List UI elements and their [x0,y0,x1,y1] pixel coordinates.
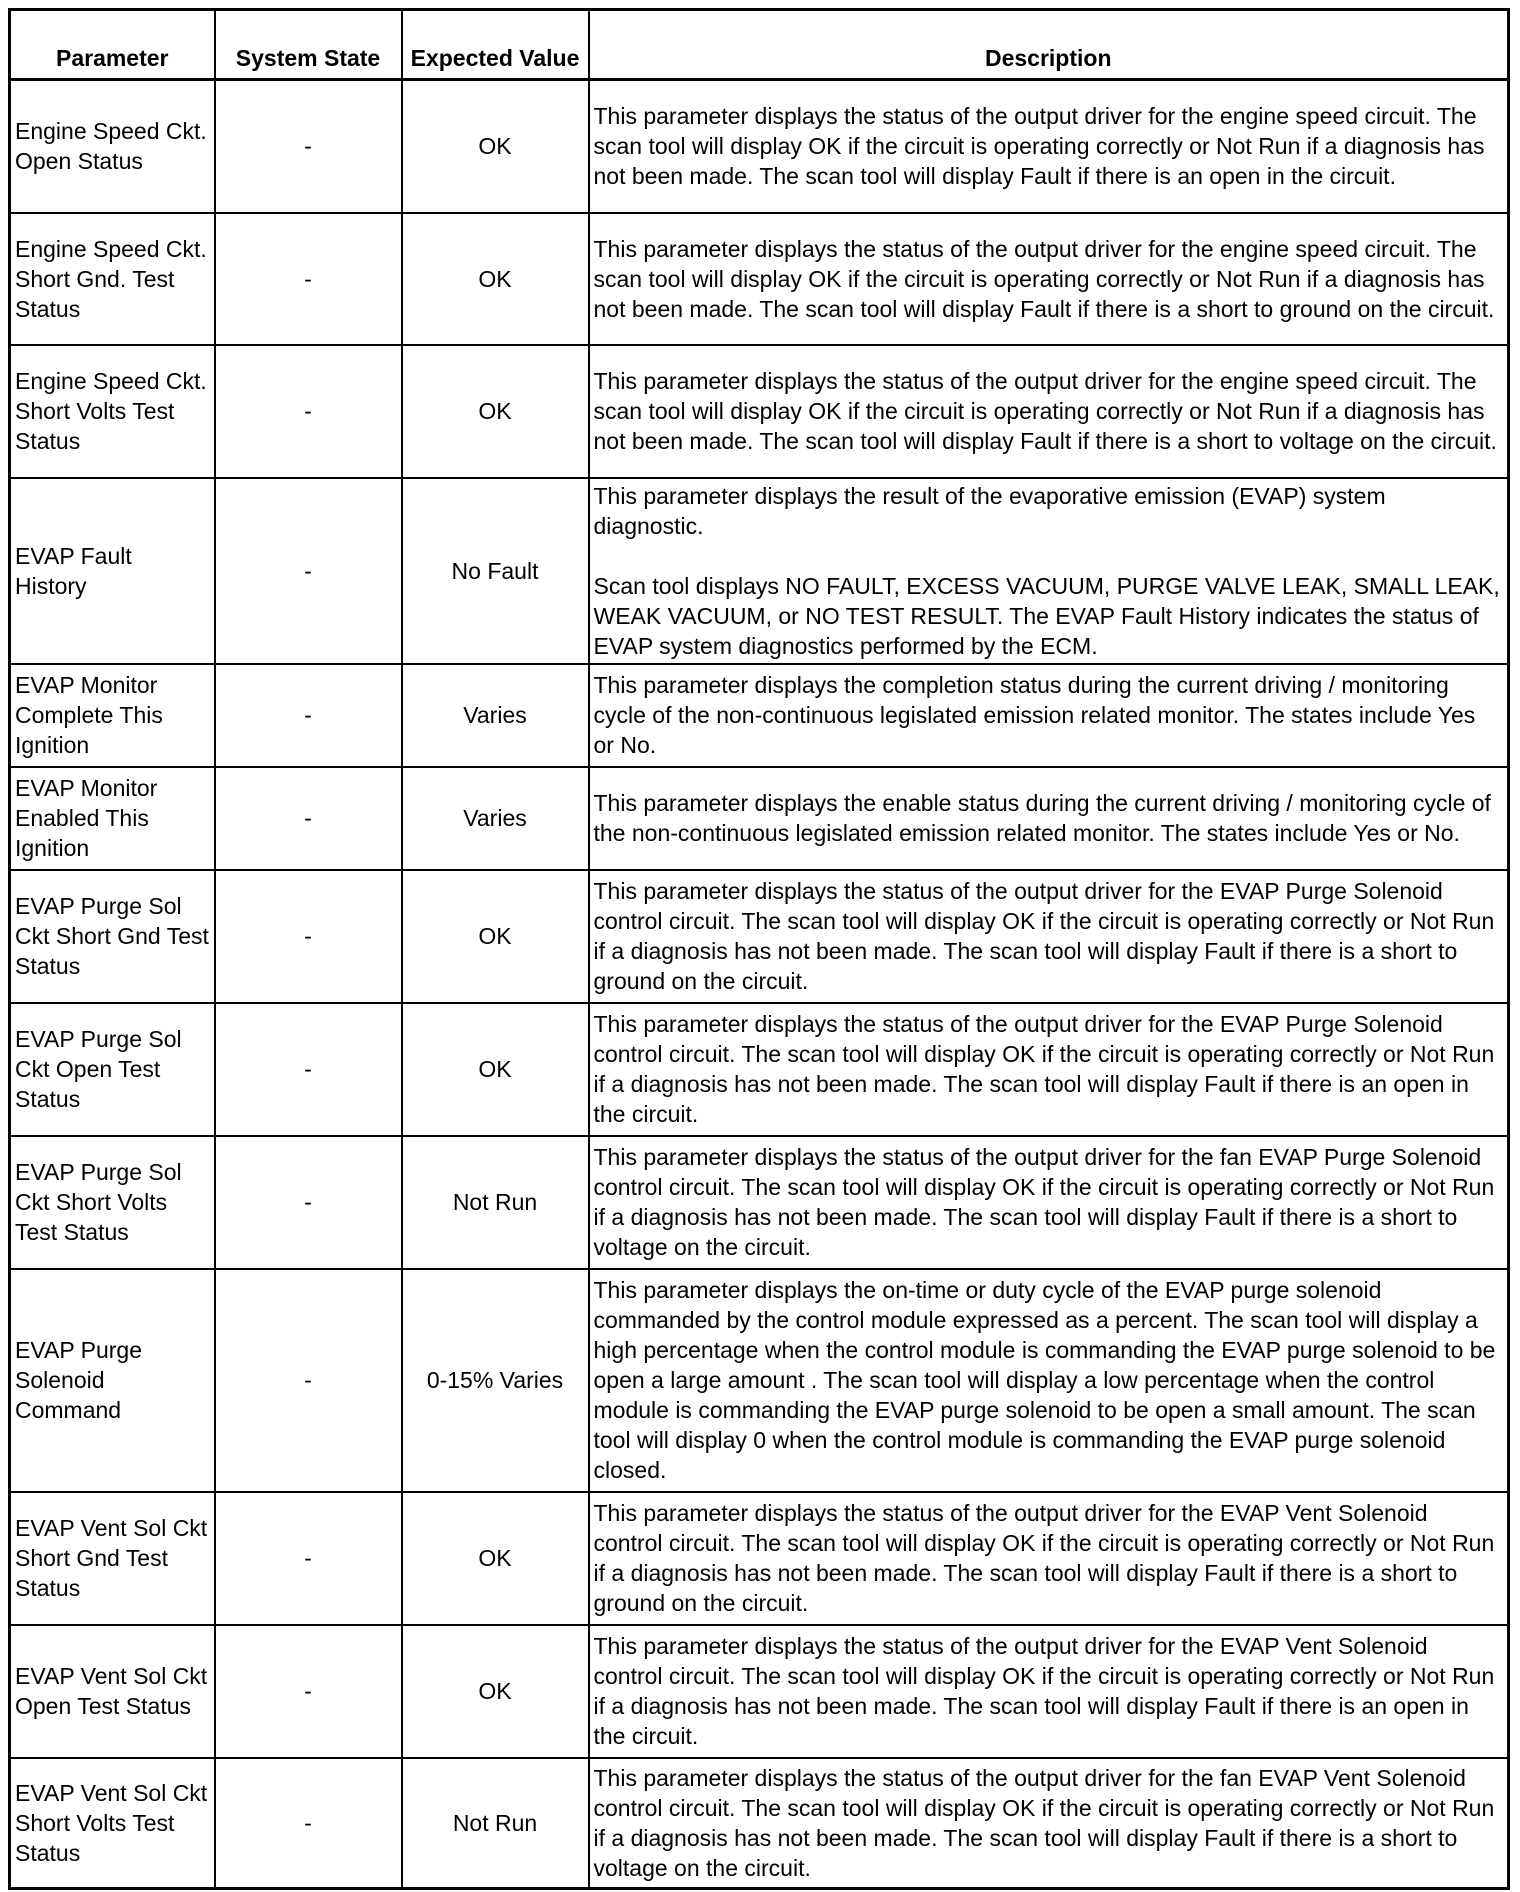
parameter-cell: Engine Speed Ckt. Short Gnd. Test Status [10,213,215,345]
description-paragraph: This parameter displays the status of the output driver for the engine speed circuit. The scan tool will display OK if the circuit is operating correctly or Not Run if a diagnosis has not been made. The scan tool will display Fault if there is a short to ground on the circuit. [593,235,1495,322]
description-paragraph: This parameter displays the status of the output driver for the fan EVAP Purge Solenoid control circuit. The scan tool will display OK if the circuit is operating correctly or Not Run if a diagnosis has not been made. The scan tool will display Fault if there is a short to voltage on the circuit. [593,1144,1495,1260]
description-cell [589,213,1509,345]
header-parameter: Parameter [10,10,215,80]
system-state-cell: - [215,1625,402,1758]
parameter-cell: Engine Speed Ckt. Open Status [10,80,215,213]
parameter-cell: EVAP Purge Sol Ckt Short Gnd Test Status [10,870,215,1003]
system-state-cell: - [215,1269,402,1492]
description-paragraph: This parameter displays the status of the output driver for the EVAP Vent Solenoid control circuit. The scan tool will display OK if the circuit is operating correctly or Not Run if a diagnosis has not been made. The scan tool will display Fault if there is an open in the circuit. [593,1633,1495,1749]
parameter-cell: EVAP Fault History [10,478,215,664]
description-paragraph: This parameter displays the on-time or duty cycle of the EVAP purge solenoid commanded by the control module expressed as a percent. The scan tool will display a high percentage when the control module is commanding the EVAP purge solenoid to be open a large amount . The scan tool will display a low percentage when the control module is commanding the EVAP purge solenoid to be open a small amount. The scan tool will display 0 when the control module is commanding the EVAP purge solenoid closed. [593,1277,1496,1483]
system-state-cell: - [215,767,402,870]
description-cell [589,478,1509,664]
system-state-cell: - [215,664,402,767]
table-row [10,870,1509,1003]
system-state-cell: - [215,213,402,345]
description-paragraph: Scan tool displays NO FAULT, EXCESS VACUUM, PURGE VALVE LEAK, SMALL LEAK, WEAK VACUUM, or NO TEST RESULT. The EVAP Fault History indicates the status of EVAP system diagnostics performed by the ECM. [593,572,1500,659]
description-cell [589,345,1509,478]
expected-value-cell: OK [402,1625,589,1758]
parameter-cell: EVAP Monitor Enabled This Ignition [10,767,215,870]
parameter-cell: EVAP Vent Sol Ckt Short Volts Test Status [10,1758,215,1889]
expected-value-cell: Varies [402,664,589,767]
system-state-cell: - [215,80,402,213]
description-paragraph: This parameter displays the status of the output driver for the engine speed circuit. The scan tool will display OK if the circuit is operating correctly or Not Run if a diagnosis has not been made. The scan tool will display Fault if there is a short to voltage on the circuit. [593,368,1497,454]
parameter-cell: EVAP Vent Sol Ckt Short Gnd Test Status [10,1492,215,1625]
description-cell [589,1269,1509,1492]
parameter-cell: EVAP Vent Sol Ckt Open Test Status [10,1625,215,1758]
expected-value-cell: Not Run [402,1758,589,1889]
description-paragraph: This parameter displays the result of the evaporative emission (EVAP) system diagnostic. [593,482,1386,539]
table-row [10,767,1509,870]
system-state-cell: - [215,1758,402,1889]
expected-value-cell: OK [402,80,589,213]
table-row [10,80,1509,213]
table-row [10,1758,1509,1889]
table-row [10,345,1509,478]
parameter-cell: EVAP Purge Sol Ckt Open Test Status [10,1003,215,1136]
description-paragraph: This parameter displays the completion status during the current driving / monitoring cycle of the non-continuous legislated emission related monitor. The states include Yes or No. [593,672,1476,758]
table-row [10,1003,1509,1136]
expected-value-cell: OK [402,345,589,478]
expected-value-cell: 0-15% Varies [402,1269,589,1492]
parameter-cell: EVAP Purge Solenoid Command [10,1269,215,1492]
system-state-cell: - [215,478,402,664]
expected-value-cell: OK [402,213,589,345]
description-paragraph: This parameter displays the status of the output driver for the EVAP Purge Solenoid control circuit. The scan tool will display OK if the circuit is operating correctly or Not Run if a diagnosis has not been made. The scan tool will display Fault if there is an open in the circuit. [593,1011,1495,1127]
header-system-state: System State [215,10,402,80]
table-row [10,1625,1509,1758]
description-cell [589,870,1509,1003]
parameter-cell: EVAP Purge Sol Ckt Short Volts Test Status [10,1136,215,1269]
description-cell [589,664,1509,767]
table-body [10,80,1509,1889]
table-row [10,664,1509,767]
description-cell [589,1492,1509,1625]
system-state-cell: - [215,1003,402,1136]
table-row [10,1136,1509,1269]
description-cell [589,1758,1509,1889]
header-description: Description [589,10,1509,80]
system-state-cell: - [215,1136,402,1269]
description-paragraph: This parameter displays the status of the output driver for the EVAP Vent Solenoid control circuit. The scan tool will display OK if the circuit is operating correctly or Not Run if a diagnosis has not been made. The scan tool will display Fault if there is a short to ground on the circuit. [593,1500,1495,1616]
description-cell [589,1003,1509,1136]
header-row [10,10,1509,80]
description-cell [589,80,1509,213]
description-cell [589,767,1509,870]
expected-value-cell: Varies [402,767,589,870]
table-row [10,1492,1509,1625]
table-row [10,213,1509,345]
table-row [10,1269,1509,1492]
description-paragraph: This parameter displays the status of the output driver for the engine speed circuit. The scan tool will display OK if the circuit is operating correctly or Not Run if a diagnosis has not been made. The scan tool will display Fault if there is an open in the circuit. [593,103,1485,190]
description-paragraph: This parameter displays the enable status during the current driving / monitoring cycle of the non-continuous legislated emission related monitor. The states include Yes or No. [593,790,1491,846]
parameter-cell: Engine Speed Ckt. Short Volts Test Status [10,345,215,478]
description-cell [589,1625,1509,1758]
parameter-table [8,8,1510,1890]
description-paragraph: This parameter displays the status of the output driver for the fan EVAP Vent Solenoid control circuit. The scan tool will display OK if the circuit is operating correctly or Not Run if a diagnosis has not been made. The scan tool will display Fault if there is a short to voltage on the circuit. [593,1764,1495,1881]
table-header [10,10,1509,80]
expected-value-cell: OK [402,1492,589,1625]
header-expected-value: Expected Value [402,10,589,80]
system-state-cell: - [215,345,402,478]
description-paragraph: This parameter displays the status of the output driver for the EVAP Purge Solenoid control circuit. The scan tool will display OK if the circuit is operating correctly or Not Run if a diagnosis has not been made. The scan tool will display Fault if there is a short to ground on the circuit. [593,878,1495,994]
description-cell [589,1136,1509,1269]
expected-value-cell: OK [402,870,589,1003]
system-state-cell: - [215,870,402,1003]
parameter-cell: EVAP Monitor Complete This Ignition [10,664,215,767]
expected-value-cell: OK [402,1003,589,1136]
table-row [10,478,1509,664]
expected-value-cell: No Fault [402,478,589,664]
system-state-cell: - [215,1492,402,1625]
expected-value-cell: Not Run [402,1136,589,1269]
